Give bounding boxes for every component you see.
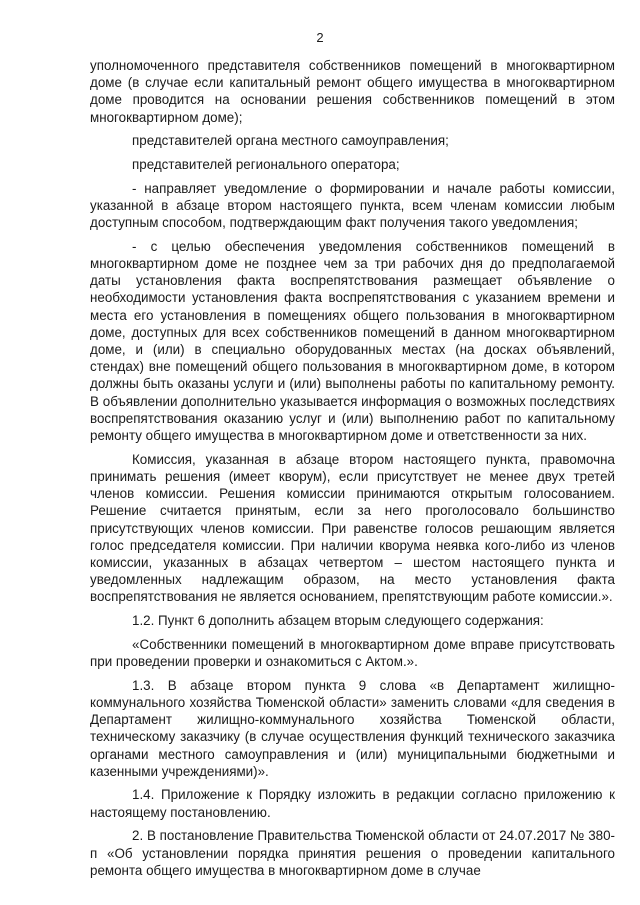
paragraph-item-1-3: 1.3. В абзаце втором пункта 9 слова «в Департамент жилищно-коммунального хозяйства Тюменской области» заменить словами «для сведения в Департамент жилищно-коммунального хозяйства Тюменской области, техническому заказчику (в случае осуществления функций технического заказчика органами местного самоуправления и (или) муниципальными бюджетными и казенными учреждениями)». [90,677,615,779]
paragraph-representative-owners: уполномоченного представителя собственников помещений в многоквартирном доме (в случае если капитальный ремонт общего имущества в многоквартирном доме проводится на основании решения собственников помещений в этом многоквартирном доме); [90,58,615,125]
paragraph-item-1-4: 1.4. Приложение к Порядку изложить в редакции согласно приложению к настоящему постановлению. [90,787,615,820]
paragraph-notification: - направляет уведомление о формировании и начале работы комиссии, указанной в абзаце втором настоящего пункта, всем членам комиссии любым доступным способом, подтверждающим факт получения такого уведомления; [90,180,615,231]
paragraph-owners-right: «Собственники помещений в многоквартирном доме вправе присутствовать при проведении проверки и ознакомиться с Актом.». [90,636,615,669]
paragraph-regional-operator: представителей регионального оператора; [132,157,400,173]
paragraph-item-1-2: 1.2. Пункт 6 дополнить абзацем вторым следующего содержания: [132,613,544,629]
paragraph-local-government: представителей органа местного самоуправления; [132,133,449,149]
paragraph-commission-quorum: Комиссия, указанная в абзаце втором настоящего пункта, правомочна принимать решения (имеет кворум), если присутствует не менее двух третей членов комиссии. Решения комиссии принимаются открытым голосованием. Решение считается принятым, если за него проголосовало большинство присутствующих членов комиссии. При равенстве голосов решающим является голос председателя комиссии. При наличии кворума неявка кого-либо из членов комиссии, указанных в абзацах четвертом – шестом настоящего пункта и уведомленных надлежащим образом, на место установления факта воспрепятствования не является основанием, препятствующим работе комиссии.». [90,451,615,605]
paragraph-announcement: - с целью обеспечения уведомления собственников помещений в многоквартирном доме не позднее чем за три рабочих дня до предполагаемой даты установления факта воспрепятствования размещает объявление о необходимости установления факта воспрепятствования с указанием времени и места его установления в помещениях общего пользования в многоквартирном доме, доступных для всех собственников помещений в данном многоквартирном доме, и (или) в специально оборудованных местах (на досках объявлений, стендах) вне помещений общего пользования в многоквартирном доме, в котором должны быть оказаны услуги и (или) выполнены работы по капитальному ремонту. В объявлении дополнительно указывается информация о возможных последствиях воспрепятствования оказанию услуг и (или) выполнению работ по капитальному ремонту общего имущества в многоквартирном доме и ответственности за них. [90,238,615,444]
document-body [90,57,615,885]
page-number: 2 [316,30,324,45]
paragraph-item-2: 2. В постановление Правительства Тюменской области от 24.07.2017 № 380-п «Об установлении порядка принятия решения о проведении капитального ремонта общего имущества в многоквартирном доме в случае [90,828,615,878]
